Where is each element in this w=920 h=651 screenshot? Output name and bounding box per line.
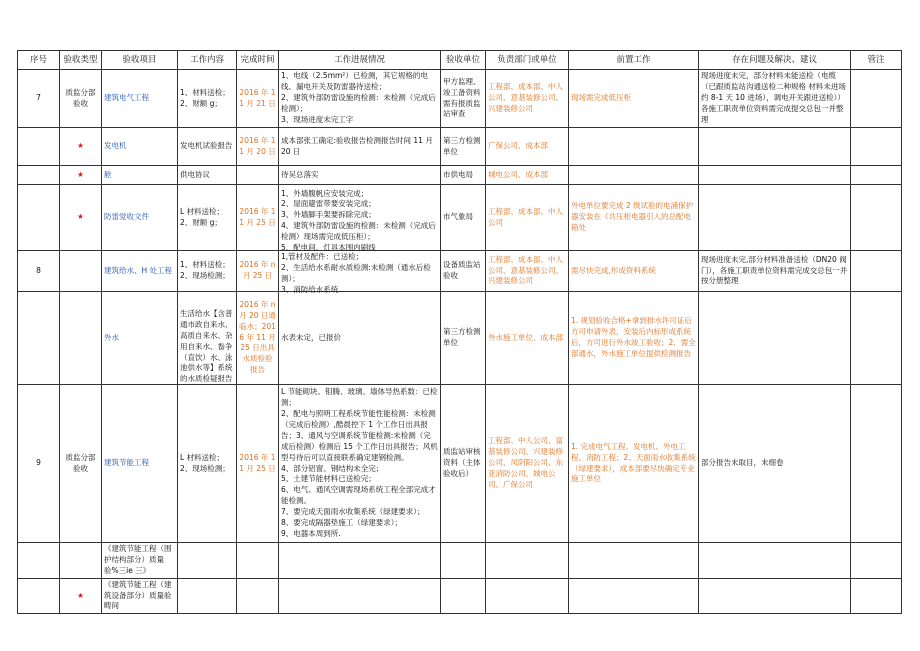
table-row [18,185,902,251]
cell-seq [18,578,60,614]
cell-remark [851,385,902,543]
cell-remark [851,185,902,251]
cell-line: 2、生活给水系耐水质检测:未检测（通水后检测）； [281,262,431,283]
cell-type [60,292,102,385]
col-dept: 负责部门或单位 [486,51,569,70]
cell-seq [18,251,60,292]
cell-text: 部分报告未取目，未细卷 [701,458,784,468]
cell-pre [569,292,699,385]
cell-progress [279,251,441,292]
cell-dept [486,385,569,543]
cell-text: 建筑给水、H 处工程 [104,265,173,275]
cell-line: 3、消防给水系统... [281,284,346,294]
cell-issue [699,292,851,385]
cell-dept [486,578,569,614]
cell-seq [18,166,60,185]
cell-issue [699,385,851,543]
cell-remark [851,292,902,385]
cell-dept [486,251,569,292]
col-progress: 工作进展情况 [279,51,441,70]
cell-unit [441,251,486,292]
cell-text: 质监站审核资料（主体验收后） [443,447,481,478]
cell-progress [279,578,441,614]
cell-unit [441,385,486,543]
cell-text: 2016 年 n 月 25 日 [239,260,276,280]
cell-text: ★ [77,212,84,222]
cell-unit [441,578,486,614]
cell-line: 3、外墙脚手架要拆除完成； [281,210,376,220]
cell-issue [699,166,851,185]
cell-pre [569,166,699,185]
cell-unit [441,128,486,166]
cell-text: 需尽快完成,形成资料系统 [571,265,656,275]
cell-item [102,251,178,292]
acceptance-table [17,50,902,614]
cell-issue [699,578,851,614]
cell-line: 2、屋面避雷带要安装完成； [281,199,376,209]
cell-pre [569,128,699,166]
cell-dept [486,185,569,251]
cell-time [237,543,279,579]
cell-remark [851,251,902,292]
cell-issue [699,128,851,166]
cell-work [178,70,237,128]
col-seq: 序号 [18,51,60,70]
cell-line: 5、土建节能材料已送检完； [281,474,376,484]
cell-text: 工程部、成本部、中人公司 [488,206,563,227]
table-row [18,166,902,185]
cell-text: 工程部、中人公司、富基装修公司、兴建装修公司、凤阴阳公司、东亚消防公司、城电公司、广保公司 [488,436,563,489]
cell-line: 1、材料送检； [180,87,230,97]
col-pre: 前置工作 [569,51,699,70]
cell-line: 1、电线（2.5mm²）已检测，其它规格的电线、漏电开关及防雷器待送检； [281,71,428,92]
cell-type [60,251,102,292]
cell-text: 质监分部验收 [65,87,96,108]
cell-text: 广保公司、成本部 [488,141,548,151]
cell-text: 外水 [104,332,119,342]
cell-item [102,166,178,185]
cell-unit [441,185,486,251]
cell-text: 市供电局 [443,169,473,179]
cell-text: 现场进度未完,部分材料准备送检（DN20 阀门），各施工职责单位资料需完成交总包一并按分册整理 [701,254,848,286]
cell-text: 《建筑节能工程（围护结构部分）质量验%三ie 三》 [104,544,172,575]
cell-time [237,128,279,166]
cell-dept [486,292,569,385]
cell-text: 工程部、成本部、中人公司、意基装修公司、兴建装修公司 [488,254,563,286]
cell-work [178,185,237,251]
table-row [18,385,902,543]
cell-text: 外水施工单位、成本部 [488,332,563,342]
cell-line: 生活给水【含普通市政自来水、高质自来水、杂用自来水、畚争（直饮）水、泳池供水等】系统的水质检疑报告 [180,309,233,384]
col-time: 完成时间 [237,51,279,70]
cell-time [237,292,279,385]
cell-remark [851,166,902,185]
cell-item [102,292,178,385]
cell-unit [441,70,486,128]
cell-line: 2、配电与照明工程系统节能性能检测：未检测（完成后检测）,酷晨控下 1 个工作日出具报告；3、通风与空调系统节能检测:未检测（完成后检测）检测后 15 个工作日出具报告；风机型号待后可以直接联系确定建钢检测。 [281,409,438,462]
cell-remark [851,128,902,166]
cell-text: 1. 完成电气工程、发电机、外电工程、消防工程；2、天面雨水收集系统（绿建要求），成本部要尽快确定专业施工单位 [571,441,696,484]
cell-text: 7 [36,93,41,103]
cell-text: ★ [77,590,84,600]
cell-issue [699,251,851,292]
cell-line: 1,管材及配件：已送检； [281,252,364,261]
cell-type [60,185,102,251]
cell-line: 5、配电间、灯具本围内刷线 [281,242,376,252]
cell-line: 2、现场检测； [180,271,230,280]
cell-type [60,543,102,579]
cell-text: 发电机 [104,141,127,151]
cell-work [178,128,237,166]
cell-type [60,166,102,185]
cell-unit [441,166,486,185]
cell-type [60,385,102,543]
cell-line: 6、电气、通风空调需现场系统工程全部完成才能检测。 [281,485,436,506]
cell-line: 待吴总落实 [281,169,319,179]
cell-time [237,385,279,543]
cell-text: 2016 年 11 月 25 日 [239,452,276,473]
col-type: 验收类型 [60,51,102,70]
cell-text: 2016 年 n 月 20 日通临水；2016 年 11 月 25 日出具水质检验报告 [239,299,276,375]
table-row [18,578,902,614]
cell-seq [18,185,60,251]
cell-item [102,128,178,166]
table-row [18,543,902,579]
cell-text: 防雷觉收文件 [104,212,149,222]
cell-time [237,251,279,292]
cell-text: 2016 年 11 月 25 日 [239,206,276,227]
cell-seq [18,70,60,128]
cell-text: 城电公司、成本部 [488,169,548,179]
cell-text: 工程部、成本部、中人公司、意基装修公司、兴建装修公司 [488,82,563,113]
cell-unit [441,543,486,579]
cell-line: 7、要完成天面雨水收集系统（绿建要求）； [281,507,425,516]
cell-pre [569,185,699,251]
cell-text: 外电单位要完成 2 级试验的电涌保护器安装在《共压柜电器引入的总配电箱处 [571,201,694,232]
cell-seq [18,385,60,543]
cell-text: ★ [77,141,84,151]
cell-progress [279,166,441,185]
cell-line: 2、建筑外部防雷设施的检测：未检测（完成后检测）； [281,93,436,113]
cell-progress [279,385,441,543]
cell-text: 现场需完成低压柜 [571,93,631,103]
col-unit: 验收单位 [441,51,486,70]
cell-line: 2、现场检测； [180,463,230,473]
cell-type [60,578,102,614]
cell-line: 3、现场进度未完工字 [281,114,354,124]
cell-pre [569,385,699,543]
col-item: 验收项目 [102,51,178,70]
cell-line: 8、要完成隔器垫施工（绿建要求）； [281,517,403,527]
col-work: 工作内容 [178,51,237,70]
table-row [18,251,902,292]
cell-remark [851,543,902,579]
col-issue: 存在问题及解决、建议 [699,51,851,70]
cell-type [60,128,102,166]
cell-work [178,578,237,614]
cell-time [237,578,279,614]
cell-remark [851,578,902,614]
cell-text: 第三方检测单位 [443,327,481,347]
cell-item [102,70,178,128]
cell-dept [486,128,569,166]
cell-work [178,166,237,185]
cell-line: L 材料送检； [180,206,225,216]
cell-line: L 材料送检； [180,452,225,462]
cell-line: 成本部张工确定:验收报告检测报告时间 11 月 20 日 [281,135,433,156]
cell-seq [18,543,60,579]
cell-text: 第三方检测单位 [443,135,481,156]
col-remark: 管注 [851,51,902,70]
table-row [18,128,902,166]
cell-seq [18,292,60,385]
cell-progress [279,70,441,128]
cell-line: 4、部分铝窗、钢结构未全完； [281,463,384,473]
cell-text: 9 [36,458,41,468]
cell-line: 9、电器本周到所. [281,528,341,538]
cell-progress [279,292,441,385]
cell-line: 1、材料送检； [180,260,230,270]
cell-text: 市气象局 [443,212,473,222]
cell-type [60,70,102,128]
cell-text: 建筑节能工程 [104,458,149,468]
cell-work [178,543,237,579]
cell-text: 2016 年 11 月 21 日 [239,87,276,108]
cell-progress [279,185,441,251]
cell-item [102,578,178,614]
cell-line: 4、建筑外部防雷设施的检测：未检测（完成后检测）现场需完成低压柜）； [281,221,436,241]
cell-remark [851,70,902,128]
cell-text: 现场进度未完，部分材料未能送检（电缆（已跟质监站沟通送检二种规格 材料未进场约 8-1 天 10 进场），调电开关跟进送检））各施工职责单位资料需完成提交总包一并整理 [701,71,846,124]
cell-line: 发电机试验报告 [180,141,233,151]
cell-item [102,185,178,251]
cell-pre [569,251,699,292]
cell-line: 2、财额 g； [180,217,222,227]
cell-line: L 节能砌块、钼腾、玻璃、墙体导热系数：已检测； [281,387,438,408]
cell-work [178,251,237,292]
cell-text: 1. 规划验收合格+拿到排水许可证后方可申请外表，安装后内标形成系统后，方可进行外水竣工验收；2、需全部通水，外水施工单位提供检测报告 [571,316,696,358]
cell-time [237,70,279,128]
cell-line: 2、财额 g； [180,98,222,108]
cell-issue [699,543,851,579]
cell-text: ★ [77,169,84,179]
table-row [18,292,902,385]
cell-text: 《建筑节能工程（建筑设备部分）质量验畴间 [104,579,172,611]
cell-item [102,385,178,543]
cell-line: 水表未定，已报价 [281,332,341,342]
cell-text: 8 [36,265,41,275]
cell-item [102,543,178,579]
table-row [18,70,902,128]
cell-dept [486,70,569,128]
cell-text: 2016 年 11 月 20 日 [239,135,276,156]
cell-time [237,185,279,251]
cell-work [178,385,237,543]
cell-dept [486,543,569,579]
cell-line: 1、外墙腹帆应安装完成； [281,188,369,198]
cell-unit [441,292,486,385]
cell-pre [569,70,699,128]
cell-time [237,166,279,185]
cell-text: 甲方监理、竣工备资料需有报质监站审查 [443,76,481,119]
cell-issue [699,70,851,128]
cell-text: 质监分部验收 [65,452,96,473]
cell-text: 舱 [104,169,112,179]
cell-dept [486,166,569,185]
cell-pre [569,543,699,579]
cell-pre [569,578,699,614]
cell-progress [279,128,441,166]
cell-work [178,292,237,385]
cell-text: 设备质监站验收 [443,260,481,280]
cell-seq [18,128,60,166]
cell-progress [279,543,441,579]
cell-issue [699,185,851,251]
cell-line: 供电协议 [180,169,210,179]
header-row [18,51,902,70]
cell-text: 建筑电气工程 [104,93,149,103]
